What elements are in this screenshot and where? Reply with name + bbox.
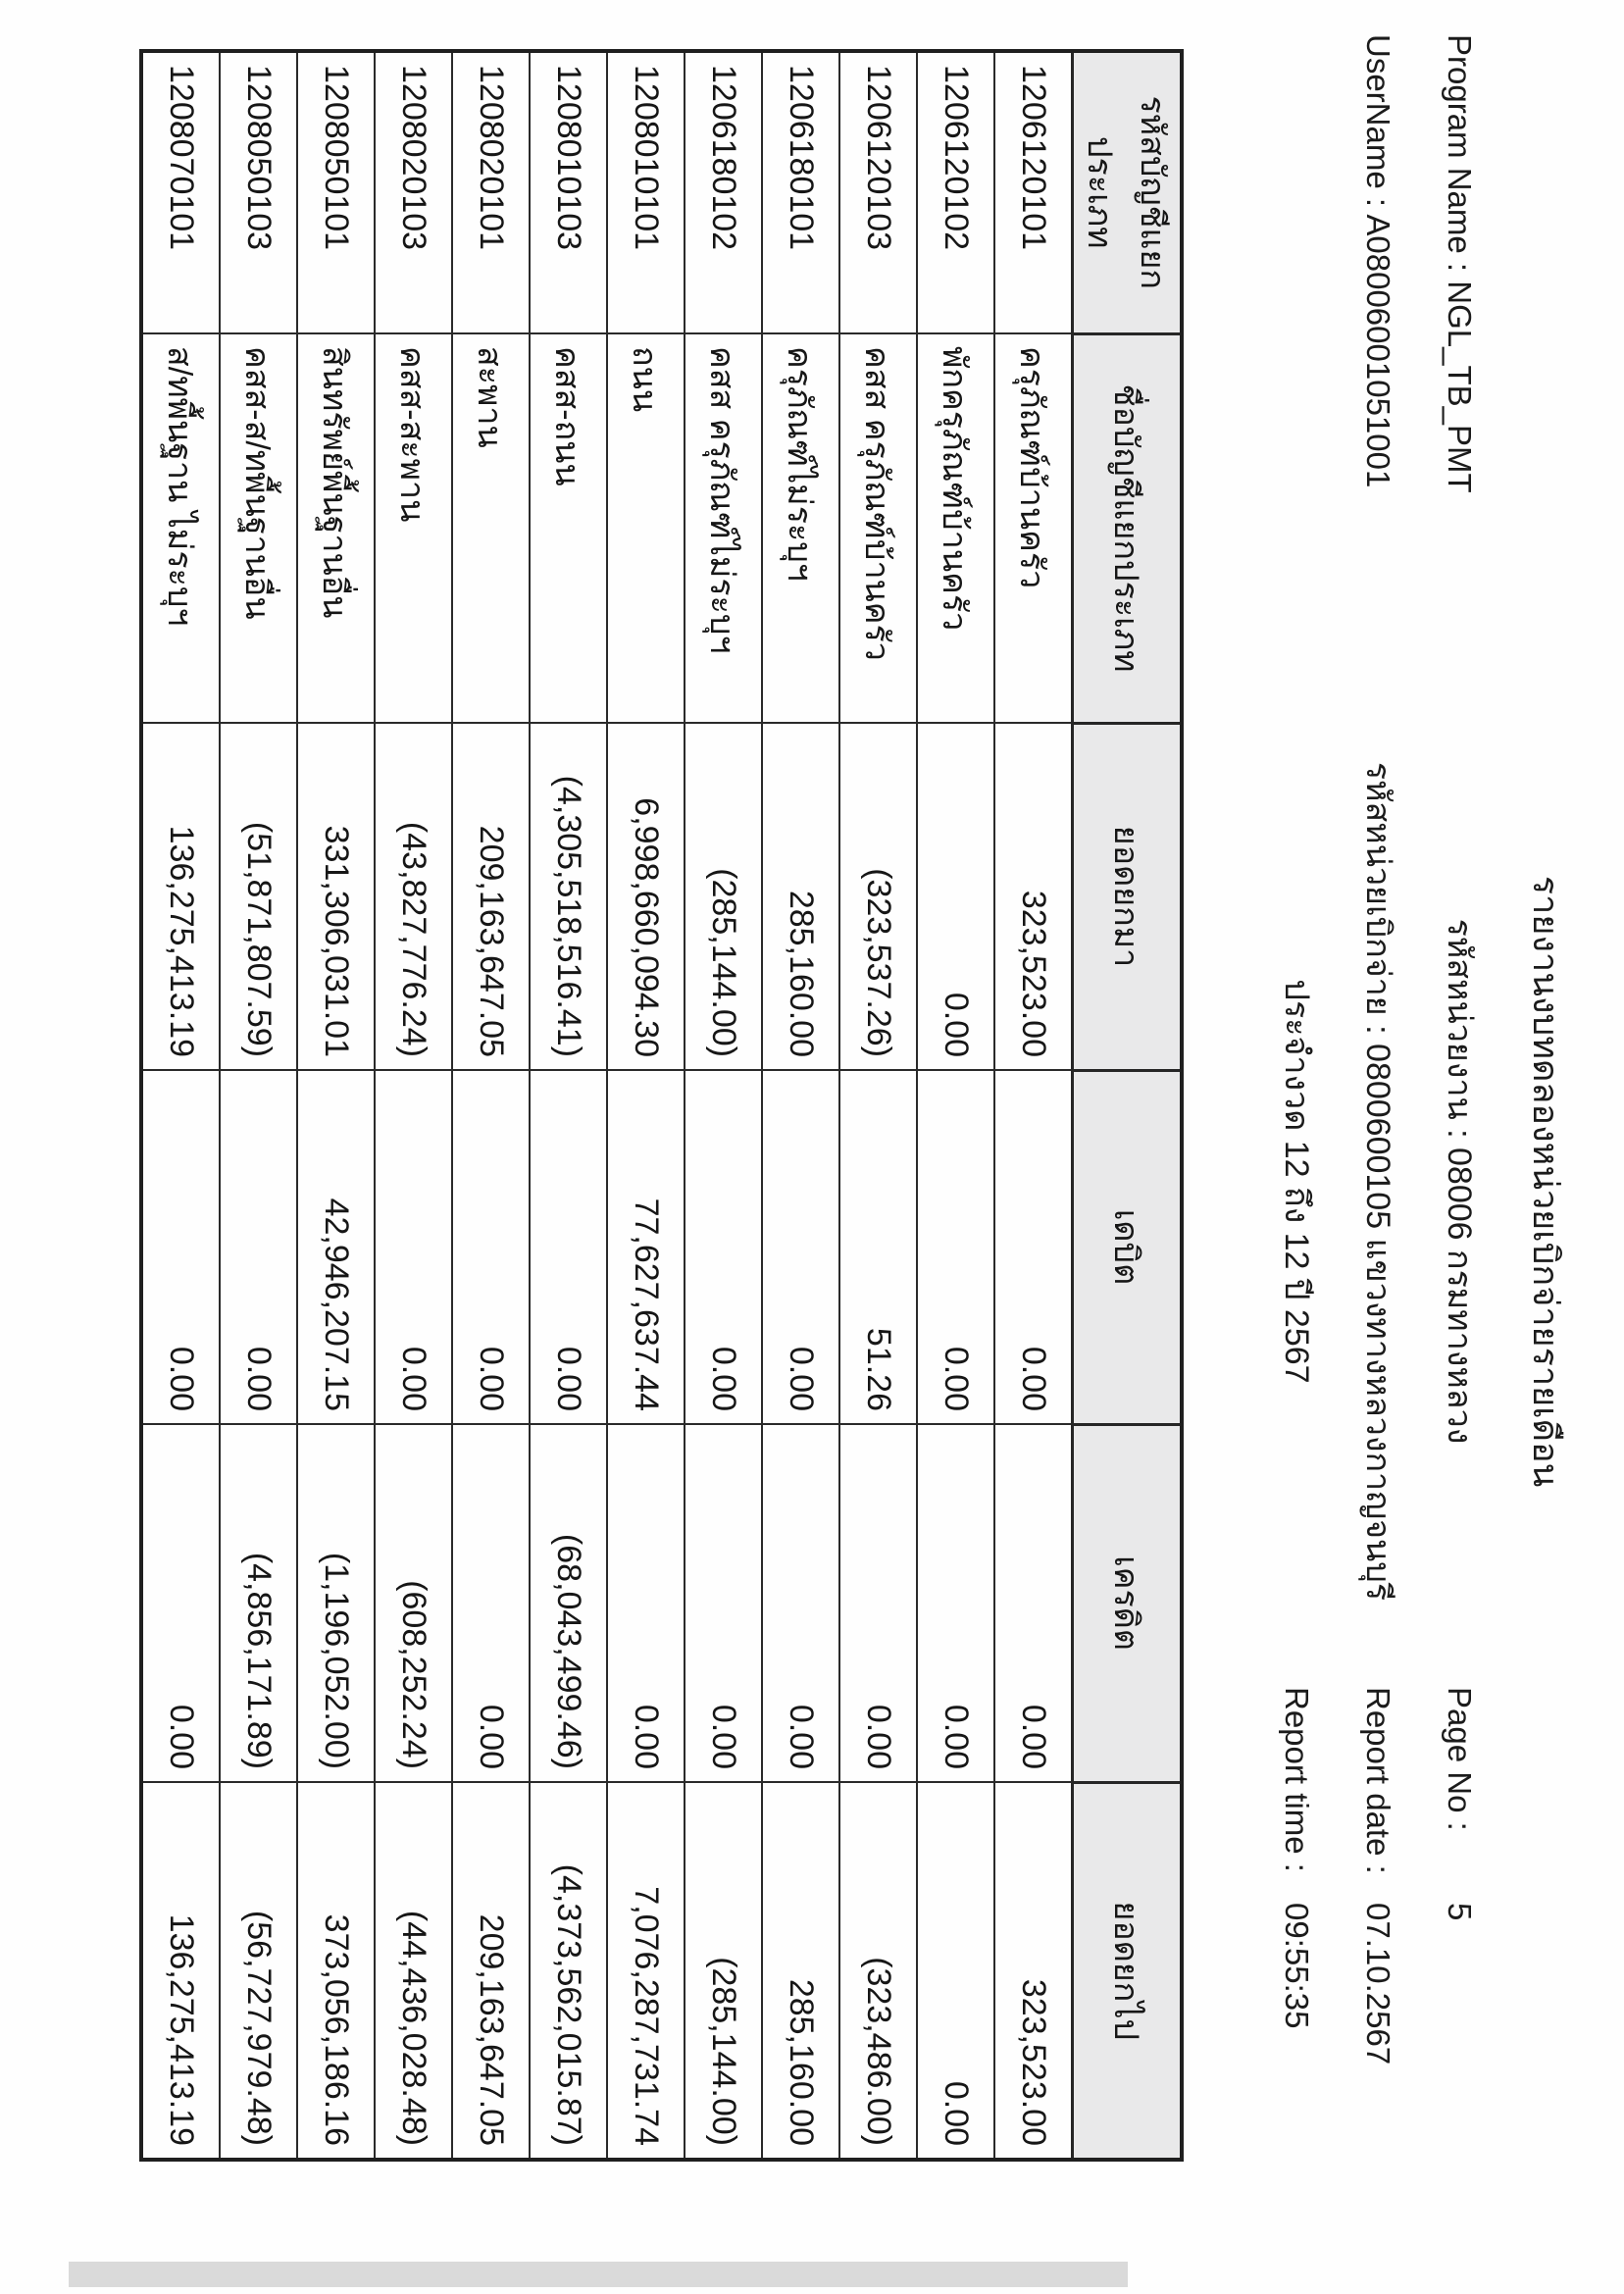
debit-cell: 0.00 [530,1070,607,1424]
report-time-label: Report time : [1279,1687,1315,1872]
debit-cell: 51.26 [839,1070,917,1424]
account-name-cell: ครุภัณฑ์บ้านครัว [994,333,1073,723]
opening-balance-cell: (43,827,776.24) [375,723,452,1070]
table-row [994,51,1073,2160]
debit-cell: 0.00 [685,1070,762,1424]
closing-balance-cell: (285,144.00) [685,1782,762,2160]
debit-cell: 77,627,637.44 [607,1070,685,1424]
account-name-cell: พักครุภัณฑ์บ้านครัว [917,333,994,723]
column-header-debit: เดบิต [1073,1070,1183,1424]
report-date-label: Report date : [1360,1687,1396,1874]
credit-cell: (4,856,171.89) [220,1424,297,1782]
account-code-cell: 1208050103 [220,51,297,333]
debit-cell: 0.00 [375,1070,452,1424]
opening-balance-cell: 209,163,647.05 [452,723,530,1070]
opening-balance-cell: (4,305,518,516.41) [530,723,607,1070]
account-code-cell: 1208020103 [375,51,452,333]
table-row [685,51,762,2160]
opening-balance-cell: 323,523.00 [994,723,1073,1070]
credit-cell: 0.00 [994,1424,1073,1782]
account-name-cell: คสส-ส/ทพื้นฐานอื่น [220,333,297,723]
credit-cell: (68,043,499.46) [530,1424,607,1782]
username-line: UserName : A08006001051001 [1360,34,1396,488]
table-row [297,51,375,2160]
opening-balance-cell: (51,871,807.59) [220,723,297,1070]
closing-balance-cell: (323,486.00) [839,1782,917,2160]
account-code-cell: 1206120101 [994,51,1073,333]
closing-balance-cell: 0.00 [917,1782,994,2160]
credit-cell: (608,252.24) [375,1424,452,1782]
column-header-account-code: รหัสบัญชีแยกประเภท [1073,51,1183,333]
credit-cell: 0.00 [762,1424,839,1782]
account-name-cell: ส/ทพื้นฐาน ไม่ระบุฯ [141,333,220,723]
opening-balance-cell: 331,306,031.01 [297,723,375,1070]
closing-balance-cell: 323,523.00 [994,1782,1073,2160]
opening-balance-cell: (323,537.26) [839,723,917,1070]
debit-cell: 0.00 [917,1070,994,1424]
account-code-cell: 1208020101 [452,51,530,333]
report-title: รายงานงบทดลองหน่วยเบิกจ่ายรายเดือน [1526,875,1566,1488]
column-header-closing-balance: ยอดยกไป [1073,1782,1183,2160]
disbursement-unit-line: รหัสหน่วยเบิกจ่าย : 0800600105 แขวงทางหลวงกาญจนบุรี [1359,761,1396,1602]
opening-balance-cell: 136,275,413.19 [141,723,220,1070]
table-row [452,51,530,2160]
account-name-cell: ถนน [607,333,685,723]
credit-cell: 0.00 [917,1424,994,1782]
table-row [220,51,297,2160]
account-code-cell: 1206120103 [839,51,917,333]
debit-cell: 0.00 [994,1070,1073,1424]
opening-balance-cell: 6,998,660,094.30 [607,723,685,1070]
debit-cell: 0.00 [762,1070,839,1424]
table-header-row [1073,51,1183,2160]
closing-balance-cell: 209,163,647.05 [452,1782,530,2160]
closing-balance-cell: 285,160.00 [762,1782,839,2160]
opening-balance-cell: 0.00 [917,723,994,1070]
account-name-cell: ครุภัณฑ์ไม่ระบุฯ [762,333,839,723]
account-name-cell: คสส ครุภัณฑ์บ้านครัว [839,333,917,723]
credit-cell: 0.00 [141,1424,220,1782]
table-row [917,51,994,2160]
debit-cell: 0.00 [452,1070,530,1424]
account-code-cell: 1206120102 [917,51,994,333]
credit-cell: 0.00 [607,1424,685,1782]
opening-balance-cell: (285,144.00) [685,723,762,1070]
debit-cell: 42,946,207.15 [297,1070,375,1424]
table-row [762,51,839,2160]
account-code-cell: 1208050101 [297,51,375,333]
page-no-value: 5 [1442,1903,1478,1921]
closing-balance-cell: 7,076,287,731.74 [607,1782,685,2160]
closing-balance-cell: (4,373,562,015.87) [530,1782,607,2160]
table-row [839,51,917,2160]
table-row [141,51,220,2160]
credit-cell: (1,196,052.00) [297,1424,375,1782]
table-row [375,51,452,2160]
agency-line: รหัสหน่วยงาน : 08006 กรมทางหลวง [1441,918,1478,1445]
credit-cell: 0.00 [452,1424,530,1782]
closing-balance-cell: (56,727,979.48) [220,1782,297,2160]
account-name-cell: สะพาน [452,333,530,723]
debit-cell: 0.00 [141,1070,220,1424]
credit-cell: 0.00 [839,1424,917,1782]
report-time-value: 09:55:35 [1279,1903,1315,2029]
account-code-cell: 1208010103 [530,51,607,333]
account-name-cell: สินทรัพย์พื้นฐานอื่น [297,333,375,723]
credit-cell: 0.00 [685,1424,762,1782]
closing-balance-cell: 373,056,186.16 [297,1782,375,2160]
column-header-account-name: ชื่อบัญชีแยกประเภท [1073,333,1183,723]
table-row [607,51,685,2160]
opening-balance-cell: 285,160.00 [762,723,839,1070]
column-header-opening-balance: ยอดยกมา [1073,723,1183,1070]
account-code-cell: 1206180101 [762,51,839,333]
closing-balance-cell: 136,275,413.19 [141,1782,220,2160]
account-name-cell: คสส-สะพาน [375,333,452,723]
debit-cell: 0.00 [220,1070,297,1424]
column-header-credit: เครดิต [1073,1424,1183,1782]
account-name-cell: คสส-ถนน [530,333,607,723]
account-code-cell: 1206180102 [685,51,762,333]
program-name-line: Program Name : NGL_TB_PMT [1442,34,1478,493]
scanner-shadow-artifact [69,2262,1128,2287]
table-row [530,51,607,2160]
closing-balance-cell: (44,436,028.48) [375,1782,452,2160]
account-code-cell: 1208010101 [607,51,685,333]
period-line: ประจำงวด 12 ถึง 12 ปี 2567 [1278,979,1315,1384]
account-code-cell: 1208070101 [141,51,220,333]
account-name-cell: คสส ครุภัณฑ์ไม่ระบุฯ [685,333,762,723]
report-date-value: 07.10.2567 [1360,1903,1396,2065]
page-no-label: Page No : [1442,1687,1478,1831]
trial-balance-table [139,49,1184,2162]
